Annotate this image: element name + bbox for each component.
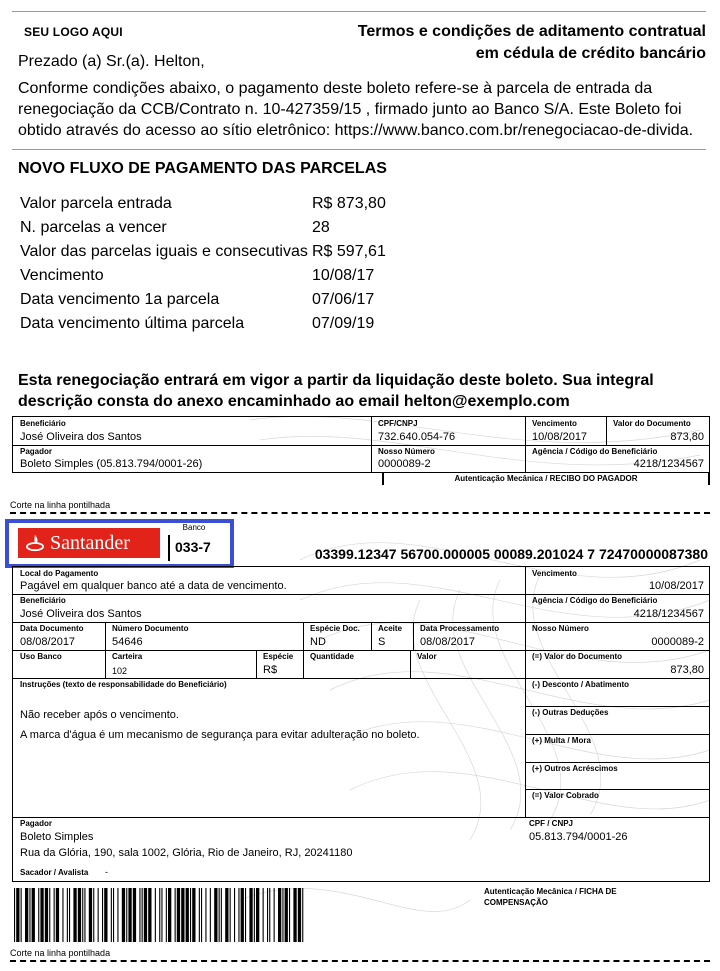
table-row (18, 312, 388, 336)
field-label: Pagador (20, 819, 53, 828)
barcode-bar (234, 888, 235, 942)
greeting: Prezado (a) Sr.(a). Helton, (18, 53, 205, 70)
receipt-authentication-label: Autenticação Mecânica / RECIBO DO PAGADOR (454, 474, 638, 483)
field-value: 4218/1234567 (633, 608, 704, 620)
section-divider (12, 149, 706, 150)
row-value: R$ 597,61 (312, 243, 386, 260)
pagador-address: Rua da Glória, 190, sala 1002, Glória, Rio de Janeiro, RJ, 20241180 (20, 847, 353, 859)
table-row (18, 240, 388, 264)
row-value: 07/09/19 (312, 315, 375, 332)
field-value: José Oliveira dos Santos (20, 431, 142, 443)
digitable-line: 03399.12347 56700.000005 00089.201024 7 72470000087380 (314, 546, 708, 562)
field-value: S (378, 636, 386, 648)
intro-paragraph: Conforme condições abaixo, o pagamento deste boleto refere-se à parcela de entrada da renegociação da CCB/Contrato n. 10-427359/15 , firmado junto ao Banco S/A. Este Boleto foi obtido através do acesso ao sítio eletrônico: https://www.banco.com.br/renegociacao-de-divida. (18, 80, 694, 139)
barcode-bar (177, 888, 180, 942)
barcode-bar (89, 888, 92, 942)
barcode-bar (142, 888, 143, 942)
field-label: Valor (417, 652, 437, 661)
barcode-bar (199, 888, 200, 942)
field-value: R$ (263, 664, 278, 676)
slip-vencimento (525, 567, 709, 594)
field-label: CPF / CNPJ (529, 819, 574, 828)
barcode-bar (225, 888, 228, 942)
barcode-bar (82, 888, 83, 942)
barcode-bar (186, 888, 189, 942)
barcode-bar (54, 888, 55, 942)
barcode-bar (56, 888, 59, 942)
barcode-bar (192, 888, 195, 942)
barcode-bar (241, 888, 244, 942)
sacador-value: - (105, 867, 108, 877)
bank-name: Santander (50, 532, 130, 554)
field-label: Valor do Documento (613, 419, 691, 428)
slip-carteira (105, 650, 256, 678)
field-value: 10/08/2017 (648, 580, 704, 592)
barcode-bar (190, 888, 191, 942)
field-value: 4218/1234567 (633, 458, 704, 470)
field-label: Beneficiário (20, 419, 66, 428)
authentication-line: Autenticação Mecânica / FICHA DE (484, 887, 617, 896)
barcode-bar (117, 888, 118, 942)
barcode-bar (128, 888, 131, 942)
field-value: Boleto Simples (05.813.794/0001-26) (20, 458, 203, 470)
barcode-bar (181, 888, 184, 942)
authentication-line: COMPENSAÇÃO (484, 898, 549, 907)
terms-title-line2: em cédula de crédito bancário (475, 45, 706, 62)
field-label: Número Documento (112, 624, 189, 633)
slip-outros-acrescimos (525, 762, 709, 789)
notice-text: Esta renegociação entrará em vigor a partir da liquidação deste boleto. Sua integral descrição consta do anexo encaminhado ao email helton@exemplo.com (18, 372, 654, 410)
barcode-bar (111, 888, 112, 942)
slip-agencia (525, 594, 709, 622)
slip-instrucoes (13, 678, 525, 817)
row-label: Data vencimento 1a parcela (20, 291, 220, 308)
barcode-bar (282, 888, 283, 942)
cut-line-label: Corte na linha pontilhada (10, 500, 111, 510)
barcode-bar (45, 888, 48, 942)
barcode-bar (274, 888, 275, 942)
barcode-bar (219, 888, 220, 942)
barcode-bar (214, 888, 217, 942)
cut-line (10, 512, 710, 514)
field-label: Nosso Número (532, 624, 589, 633)
slip-local-pagamento (13, 567, 525, 594)
field-value: 0000089-2 (378, 458, 431, 470)
field-label: (+) Outros Acréscimos (532, 764, 618, 773)
field-value: Pagável em qualquer banco até a data de vencimento. (20, 580, 287, 592)
barcode-bar (161, 888, 162, 942)
slip-valor (410, 650, 525, 678)
receipt-beneficiario (13, 417, 371, 445)
payment-slip-box (12, 566, 710, 818)
barcode-bar (98, 888, 99, 942)
field-label: Local do Pagamento (20, 569, 99, 578)
barcode-bar (73, 888, 76, 942)
slip-nosso-numero (525, 622, 709, 650)
slip-valor-cobrado (525, 789, 709, 817)
field-label: (=) Valor do Documento (532, 652, 623, 661)
barcode-bar (245, 888, 246, 942)
cut-line (10, 960, 710, 962)
barcode-bar (139, 888, 140, 942)
field-label: Beneficiário (20, 596, 66, 605)
barcode-bar (93, 888, 94, 942)
barcode-bar (230, 888, 231, 942)
barcode-bar (267, 888, 268, 942)
field-label: (=) Valor Cobrado (532, 791, 599, 800)
row-value: 07/06/17 (312, 291, 375, 308)
barcode-bar (210, 888, 211, 942)
receipt-vencimento (525, 417, 606, 445)
field-value: 873,80 (670, 664, 704, 676)
field-label: Pagador (20, 447, 53, 456)
barcode-bar (21, 888, 22, 942)
field-label: (-) Outras Deduções (532, 708, 609, 717)
slip-especie (256, 650, 303, 678)
slip-desconto (525, 678, 709, 706)
field-label: Vencimento (532, 569, 577, 578)
barcode-bar (38, 888, 39, 942)
slip-aceite (371, 622, 413, 650)
field-label: Instruções (texto de responsabilidade do Beneficiário) (20, 680, 227, 689)
field-label: Data Processamento (420, 624, 500, 633)
field-label: Aceite (378, 624, 403, 633)
bank-header (5, 519, 234, 568)
barcode-bar (14, 888, 15, 942)
receipt-box (12, 416, 710, 473)
installments-table (18, 192, 388, 336)
barcode-bar (40, 888, 43, 942)
barcode-bar (293, 888, 296, 942)
barcode-bar (175, 888, 176, 942)
field-value: 102 (112, 666, 128, 676)
instruction-line: A marca d'água é um mecanismo de segurança para evitar adulteração no boleto. (20, 729, 420, 741)
barcode-bar (69, 888, 70, 942)
slip-especie-doc (303, 622, 371, 650)
field-value: ND (310, 636, 326, 648)
barcode-bar (144, 888, 147, 942)
pagador-cpf: 05.813.794/0001-26 (529, 831, 628, 843)
field-value: José Oliveira dos Santos (20, 608, 142, 620)
terms-title-line1: Termos e condições de aditamento contratual (357, 23, 706, 40)
table-row (18, 288, 388, 312)
barcode-bar (201, 888, 202, 942)
barcode-bar (29, 888, 30, 942)
barcode-bar (298, 888, 301, 942)
pagador-name: Boleto Simples (20, 831, 94, 843)
barcode-bar (32, 888, 35, 942)
row-label: Data vencimento última parcela (20, 315, 245, 332)
table-row (18, 216, 388, 240)
field-label: (+) Multa / Mora (532, 736, 591, 745)
company-logo: SEU LOGO AQUI (24, 25, 123, 39)
field-label: Nosso Número (378, 447, 435, 456)
barcode-bar (269, 888, 270, 942)
field-label: Sacador / Avalista (20, 868, 89, 877)
receipt-authentication-box (382, 473, 710, 485)
barcode-bar (122, 888, 125, 942)
field-label: CPF/CNPJ (378, 419, 418, 428)
row-label: Valor parcela entrada (20, 195, 172, 212)
field-label: Quantidade (310, 652, 355, 661)
receipt-agencia (525, 445, 709, 472)
field-value: 54646 (112, 636, 143, 648)
barcode-bar (148, 888, 151, 942)
barcode-bar (278, 888, 281, 942)
barcode-bar (62, 888, 63, 942)
slip-numero-documento (105, 622, 303, 650)
slip-valor-documento (525, 650, 709, 678)
field-value: 08/08/2017 (420, 636, 476, 648)
barcode-bar (113, 888, 114, 942)
slip-uso-banco (13, 650, 105, 678)
barcode-bar (126, 888, 127, 942)
receipt-cpf (371, 417, 525, 445)
barcode-bar (289, 888, 290, 942)
cut-line-label: Corte na linha pontilhada (10, 948, 111, 958)
field-value: 10/08/2017 (532, 431, 588, 443)
field-label: Agência / Código do Beneficiário (532, 596, 658, 605)
slip-multa (525, 734, 709, 762)
bank-code-separator (168, 535, 170, 561)
table-row (18, 264, 388, 288)
slip-beneficiario (13, 594, 525, 622)
compensation-authentication (484, 886, 617, 908)
row-value: 10/08/17 (312, 267, 375, 284)
row-label: N. parcelas a vencer (20, 219, 167, 236)
bank-code: 033-7 (175, 539, 211, 555)
receipt-pagador (13, 445, 371, 472)
section-title: NOVO FLUXO DE PAGAMENTO DAS PARCELAS (18, 160, 387, 177)
row-value: R$ 873,80 (312, 195, 386, 212)
receipt-nosso-numero (371, 445, 525, 472)
instruction-line: Não receber após o vencimento. (20, 709, 179, 721)
field-label: Carteira (112, 652, 143, 661)
barcode-bar (168, 888, 171, 942)
barcode-bar (133, 888, 136, 942)
barcode-bar (205, 888, 206, 942)
field-label: Espécie Doc. (310, 624, 360, 633)
barcode-bar (155, 888, 156, 942)
barcode-bar (78, 888, 81, 942)
slip-quantidade (303, 650, 410, 678)
row-label: Valor das parcelas iguais e consecutivas (20, 243, 308, 260)
field-value: 08/08/2017 (20, 636, 76, 648)
barcode-bar (256, 888, 259, 942)
barcode-bar (102, 888, 103, 942)
field-label: Espécie (263, 652, 294, 661)
slip-data-documento (13, 622, 105, 650)
barcode-bar (104, 888, 107, 942)
barcode-bar (25, 888, 28, 942)
barcode-bar (221, 888, 222, 942)
field-value: 873,80 (670, 431, 704, 443)
barcode-bar (67, 888, 68, 942)
field-value: 0000089-2 (651, 636, 704, 648)
barcode-bar (16, 888, 19, 942)
barcode-bar (302, 888, 303, 942)
row-label: Vencimento (20, 267, 104, 284)
field-label: (-) Desconto / Abatimento (532, 680, 630, 689)
field-label: Agência / Código do Beneficiário (532, 447, 658, 456)
table-row (18, 192, 388, 216)
bank-code-label: Banco (182, 523, 206, 532)
field-label: Data Documento (20, 624, 84, 633)
terms-title (358, 21, 706, 65)
flame-icon (26, 534, 44, 552)
barcode-bar (254, 888, 255, 942)
receipt-valor-documento (606, 417, 709, 445)
barcode-bar (159, 888, 160, 942)
barcode-bar (263, 888, 264, 942)
barcode-bar (285, 888, 288, 942)
slip-outras-deducoes (525, 706, 709, 734)
top-divider (12, 11, 706, 12)
barcode-bar (238, 888, 239, 942)
barcode-bar (166, 888, 167, 942)
field-label: Uso Banco (20, 652, 62, 661)
slip-data-processamento (413, 622, 525, 650)
barcode-bar (84, 888, 85, 942)
bank-logo (18, 528, 160, 558)
field-label: Vencimento (532, 419, 577, 428)
barcode (14, 888, 424, 942)
row-value: 28 (312, 219, 330, 236)
field-value: 732.640.054-76 (378, 431, 456, 443)
barcode-bar (249, 888, 252, 942)
barcode-bar (49, 888, 50, 942)
slip-pagador-block (12, 817, 710, 882)
